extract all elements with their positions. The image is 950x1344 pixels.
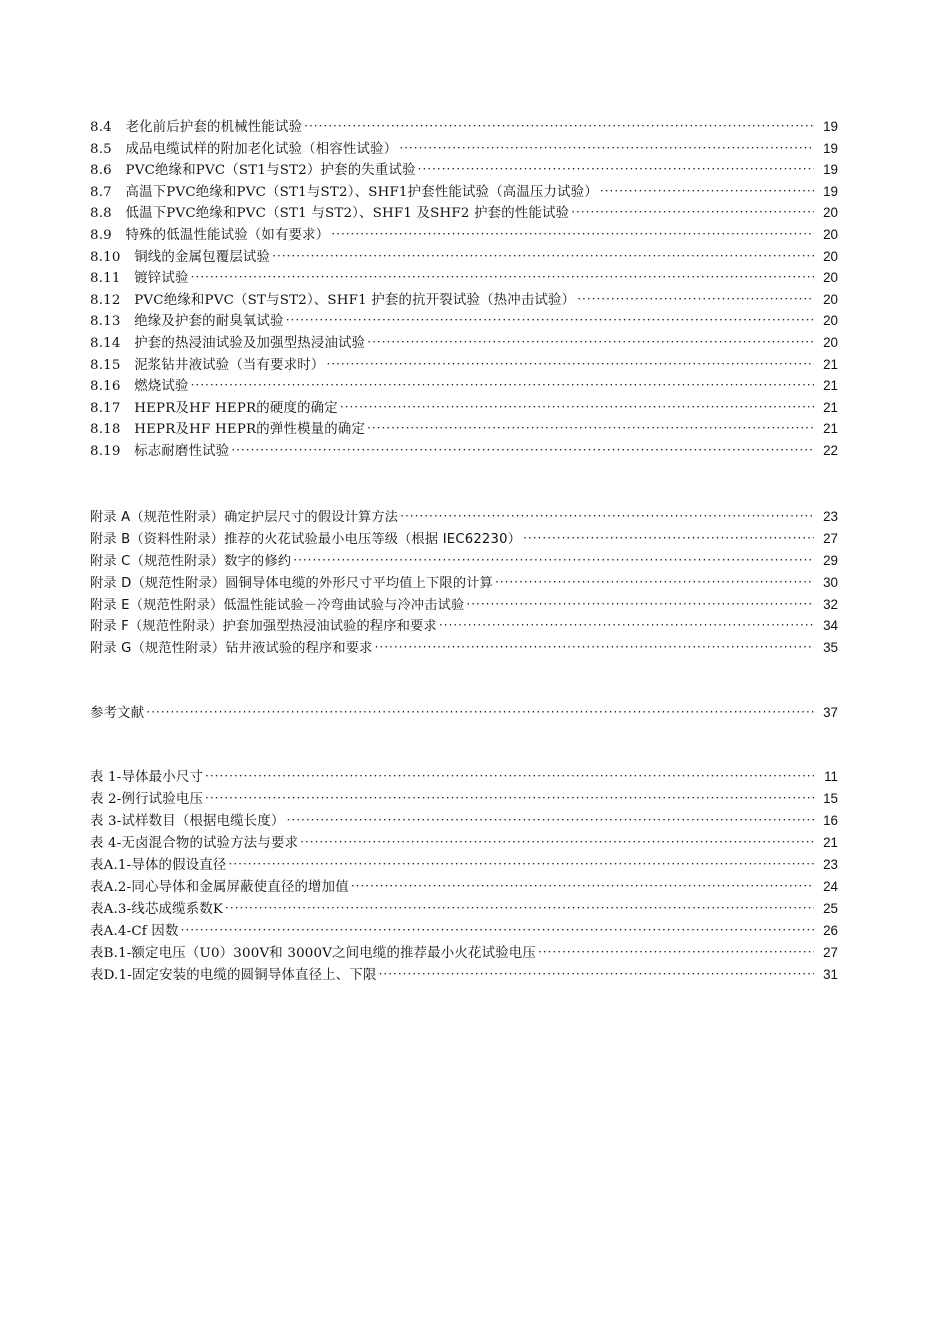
toc-entry-page-number: 20 [823, 270, 838, 286]
toc-entry-page-number: 20 [823, 226, 838, 242]
toc-entry[interactable] [90, 246, 838, 268]
toc-entry-title: 8.14 护套的热浸油试验及加强型热浸油试验 [90, 335, 366, 351]
toc-entry-page-number: 20 [823, 313, 838, 329]
dot-leader [205, 791, 814, 803]
toc-entry-page-number: 19 [823, 183, 838, 199]
dot-leader [375, 640, 814, 652]
toc-entry[interactable] [90, 397, 838, 419]
toc-entry[interactable] [90, 766, 838, 788]
dot-leader [523, 531, 814, 543]
toc-entry-title: 附录 D（规范性附录）圆铜导体电缆的外形尺寸平均值上下限的计算 [90, 575, 493, 591]
dot-leader [231, 443, 814, 455]
toc-entry[interactable] [90, 942, 838, 964]
toc-entry-page-number: 27 [823, 945, 838, 960]
toc-entry-page-number: 19 [823, 119, 838, 134]
toc-entry-page-number: 26 [823, 923, 838, 938]
toc-entry[interactable] [90, 418, 838, 440]
toc-entry[interactable] [90, 375, 838, 397]
toc-entry-title: 8.4 老化前后护套的机械性能试验 [90, 120, 303, 135]
dot-leader [400, 509, 814, 521]
toc-entry[interactable] [90, 788, 838, 810]
dot-leader [181, 923, 814, 935]
toc-entry[interactable] [90, 572, 838, 594]
toc-entry-page-number: 11 [824, 769, 838, 784]
toc-tables-section [90, 766, 838, 986]
dot-leader [577, 292, 814, 304]
toc-entry-title: 表A.3-线芯成缆系数K [90, 902, 224, 917]
toc-entry[interactable] [90, 332, 838, 354]
toc-entry-page-number: 16 [823, 813, 838, 828]
toc-entry-title: 附录 B（资料性附录）推荐的火花试验最小电压等级（根据 IEC62230） [90, 531, 522, 547]
toc-entry[interactable] [90, 637, 838, 659]
toc-entry-page-number: 15 [823, 791, 838, 806]
toc-entry-page-number: 19 [823, 140, 838, 156]
toc-entry[interactable] [90, 116, 838, 138]
toc-entry-title: 8.11 镀锌试验 [90, 271, 189, 287]
toc-entry[interactable] [90, 594, 838, 616]
toc-entry-title: 8.19 标志耐磨性试验 [90, 443, 230, 459]
dot-leader [300, 835, 814, 847]
toc-entry[interactable] [90, 354, 838, 376]
toc-entry-title: 附录 F（规范性附录）护套加强型热浸油试验的程序和要求 [90, 619, 437, 635]
toc-appendix-section [90, 506, 838, 659]
toc-entry[interactable] [90, 898, 838, 920]
toc-entry[interactable] [90, 181, 838, 203]
dot-leader [191, 378, 814, 390]
toc-entry-title: 参考文献 [90, 706, 145, 721]
dot-leader [286, 313, 814, 325]
toc-entry-title: 8.13 绝缘及护套的耐臭氧试验 [90, 314, 284, 330]
toc-entry-page-number: 25 [823, 901, 838, 916]
toc-entry[interactable] [90, 550, 838, 572]
toc-entry-page-number: 23 [823, 509, 838, 524]
dot-leader [466, 597, 814, 609]
dot-leader [379, 967, 814, 979]
toc-entry-page-number: 37 [823, 705, 838, 720]
toc-entry[interactable] [90, 310, 838, 332]
toc-entry-page-number: 20 [823, 248, 838, 264]
toc-entry-page-number: 19 [823, 162, 838, 178]
toc-entry-page-number: 22 [823, 442, 838, 458]
dot-leader [418, 162, 814, 174]
toc-entry[interactable] [90, 202, 838, 224]
dot-leader [287, 813, 814, 825]
dot-leader [225, 901, 814, 913]
dot-leader [367, 421, 814, 433]
toc-entry-title: 8.12 PVC绝缘和PVC（ST与ST2）、SHF1 护套的抗开裂试验（热冲击试验） [90, 292, 576, 308]
toc-entry-title: 附录 A（规范性附录）确定护层尺寸的假设计算方法 [90, 510, 399, 525]
toc-entry-title: 表A.2-同心导体和金属屏蔽使直径的增加值 [90, 880, 349, 895]
dot-leader [340, 400, 814, 412]
dot-leader [600, 184, 814, 196]
dot-leader [367, 335, 814, 347]
toc-entry-page-number: 31 [823, 967, 838, 982]
toc-entry-title: 表D.1-固定安装的电缆的圆铜导体直径上、下限 [90, 968, 377, 983]
dot-leader [293, 553, 814, 565]
dot-leader [146, 705, 814, 717]
toc-entry-title: 8.16 燃烧试验 [90, 379, 189, 395]
dot-leader [399, 141, 814, 153]
toc-entry[interactable] [90, 615, 838, 637]
toc-entry-title: 表 4-无卤混合物的试验方法与要求 [90, 836, 299, 851]
toc-entry-page-number: 23 [823, 857, 838, 872]
toc-entry-title: 8.8 低温下PVC绝缘和PVC（ST1 与ST2）、SHF1 及SHF2 护套的性能试验 [90, 206, 570, 222]
dot-leader [439, 618, 814, 630]
toc-entry-page-number: 30 [823, 574, 838, 590]
toc-entry-page-number: 29 [823, 552, 838, 568]
toc-entry-page-number: 21 [823, 835, 838, 850]
toc-entry-title: 8.6 PVC绝缘和PVC（ST1与ST2）护套的失重试验 [90, 163, 416, 179]
toc-entry-title: 附录 G（规范性附录）钻井液试验的程序和要求 [90, 641, 373, 657]
toc-entry-page-number: 20 [823, 205, 838, 221]
toc-entry-title: 表B.1-额定电压（U0）300V和 3000V之间电缆的推荐最小火花试验电压 [90, 946, 536, 961]
toc-entry-title: 表 2-例行试验电压 [90, 792, 204, 807]
toc-entry-page-number: 21 [823, 356, 838, 372]
toc-entry[interactable] [90, 832, 838, 854]
toc-entry-title: 8.18 HEPR及HF HEPR的弹性模量的确定 [90, 422, 366, 438]
toc-entry[interactable] [90, 267, 838, 289]
toc-entry-title: 附录 C（规范性附录）数字的修约 [90, 553, 292, 569]
toc-entry-title: 8.5 成品电缆试样的附加老化试验（相容性试验） [90, 141, 398, 157]
toc-entry-page-number: 27 [823, 530, 838, 546]
toc-entry-page-number: 21 [823, 378, 838, 394]
dot-leader [272, 249, 814, 261]
toc-references-section [90, 702, 838, 724]
toc-entry[interactable] [90, 506, 838, 528]
toc-entry-title: 表A.4-Cf 因数 [90, 924, 179, 939]
toc-entry-title: 8.15 泥浆钻井液试验（当有要求时） [90, 357, 325, 373]
toc-entry[interactable] [90, 964, 838, 986]
dot-leader [326, 357, 814, 369]
toc-entry-title: 8.17 HEPR及HF HEPR的硬度的确定 [90, 400, 338, 416]
toc-entry-page-number: 35 [823, 640, 838, 656]
toc-entry-page-number: 21 [823, 399, 838, 415]
toc-entry-title: 表A.1-导体的假设直径 [90, 858, 227, 873]
dot-leader [351, 879, 814, 891]
dot-leader [205, 769, 814, 781]
toc-entry-page-number: 20 [823, 291, 838, 307]
toc-entry[interactable] [90, 920, 838, 942]
toc-entry-page-number: 24 [823, 879, 838, 894]
dot-leader [229, 857, 815, 869]
toc-entry-page-number: 21 [823, 421, 838, 437]
dot-leader [538, 945, 814, 957]
toc-entry-title: 8.9 特殊的低温性能试验（如有要求） [90, 227, 330, 243]
toc-entry[interactable] [90, 159, 838, 181]
toc-entry-page-number: 32 [823, 596, 838, 612]
dot-leader [191, 270, 814, 282]
toc-entry[interactable] [90, 854, 838, 876]
toc-entry[interactable] [90, 138, 838, 160]
toc-entry[interactable] [90, 289, 838, 311]
toc-entry[interactable] [90, 810, 838, 832]
toc-entry[interactable] [90, 440, 838, 462]
toc-entry-title: 8.7 高温下PVC绝缘和PVC（ST1与ST2）、SHF1护套性能试验（高温压力试验） [90, 184, 598, 200]
dot-leader [331, 227, 814, 239]
dot-leader [304, 119, 814, 131]
toc-entry-title: 8.10 铜线的金属包覆层试验 [90, 249, 271, 265]
toc-entry-title: 表 1-导体最小尺寸 [90, 770, 204, 785]
toc-entry-page-number: 20 [823, 334, 838, 350]
toc-entry[interactable] [90, 224, 838, 246]
dot-leader [495, 575, 814, 587]
toc-entry-page-number: 34 [823, 618, 838, 634]
toc-entry[interactable] [90, 876, 838, 898]
toc-entry[interactable] [90, 702, 838, 724]
toc-entry-title: 表 3-试样数目（根据电缆长度） [90, 814, 285, 829]
toc-entry[interactable] [90, 528, 838, 550]
toc-main-section [90, 116, 838, 462]
dot-leader [571, 205, 814, 217]
toc-entry-title: 附录 E（规范性附录）低温性能试验－冷弯曲试验与冷冲击试验 [90, 597, 465, 613]
